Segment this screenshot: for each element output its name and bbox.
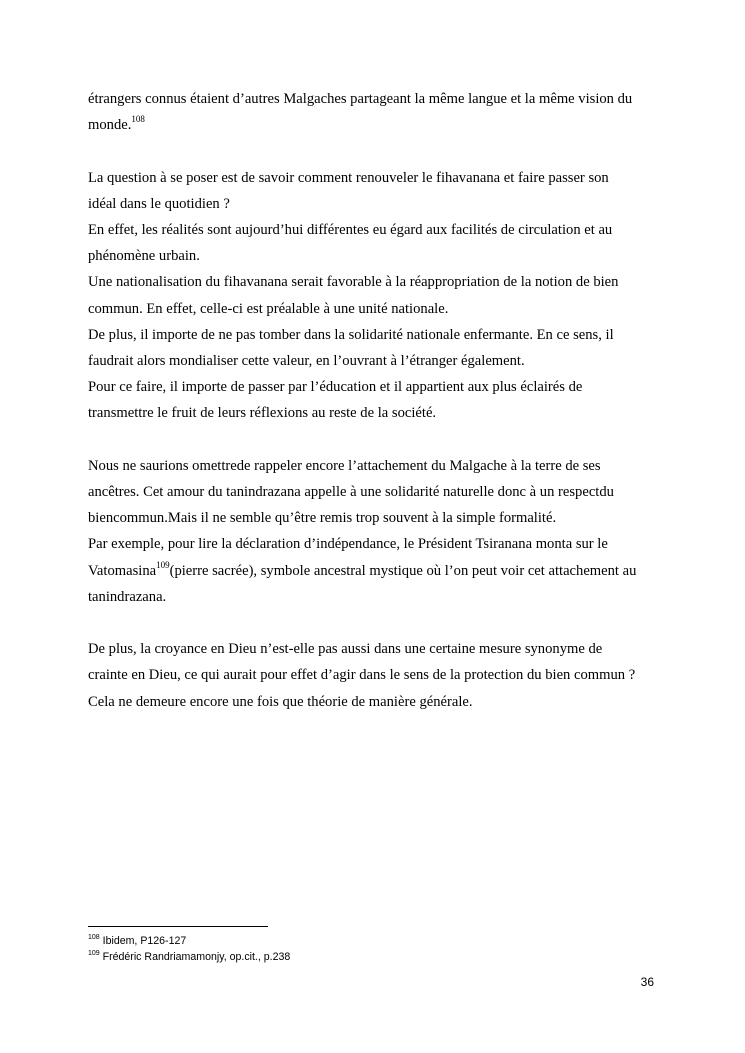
text-line: étrangers connus étaient d’autres Malgaches partageant la même langue et la même vision du xyxy=(88,91,633,107)
footnote-text: Frédéric Randriamamonjy, op.cit., p.238 xyxy=(99,951,291,963)
text-line: Une nationalisation du fihavanana serait favorable à la réappropriation de la notion de bien xyxy=(88,274,619,291)
text-line: idéal dans le quotidien ? xyxy=(88,195,230,212)
page-number: 36 xyxy=(640,975,654,989)
footnote-number: 108 xyxy=(88,934,100,942)
paragraph-1 xyxy=(88,86,668,138)
paragraph-3 xyxy=(88,453,668,610)
footnotes xyxy=(88,933,290,965)
text-line: Pour ce faire, il importe de passer par l’éducation et il appartient aux plus éclairés de xyxy=(88,379,583,396)
text-line: tanindrazana. xyxy=(88,588,167,605)
text-segment: monde. xyxy=(88,117,132,134)
text-line: De plus, la croyance en Dieu n’est-elle pas aussi dans une certaine mesure synonyme de xyxy=(88,641,603,658)
footnote-ref-109[interactable]: 109 xyxy=(156,559,170,570)
text-line: De plus, il importe de ne pas tomber dans la solidarité nationale enfermante. En ce sens, il xyxy=(88,326,614,343)
text-line: phénomène urbain. xyxy=(88,248,200,265)
text-line: En effet, les réalités sont aujourd’hui différentes eu égard aux facilités de circulation et au xyxy=(88,222,613,238)
text-line: Par exemple, pour lire la déclaration d’indépendance, le Président Tsiranana monta sur le xyxy=(88,536,608,553)
footnote-ref-108[interactable]: 108 xyxy=(131,114,145,125)
text-line: transmettre le fruit de leurs réflexions au reste de la société. xyxy=(88,405,437,422)
body-text xyxy=(88,86,668,715)
paragraph-4 xyxy=(88,636,668,715)
text-line: La question à se poser est de savoir comment renouveler le fihavanana et faire passer son xyxy=(88,169,609,186)
paragraph-gap xyxy=(88,427,668,453)
footnote-109 xyxy=(88,949,290,965)
footnote-number: 109 xyxy=(88,950,100,958)
text-segment: Vatomasina xyxy=(88,562,157,579)
text-line: commun. En effet, celle-ci est préalable à une unité nationale. xyxy=(88,300,449,317)
footnote-separator xyxy=(88,926,268,927)
text-line: Nous ne saurions omettrede rappeler encore l’attachement du Malgache à la terre de ses xyxy=(88,457,601,474)
text-line xyxy=(88,112,668,138)
paragraph-gap xyxy=(88,610,668,636)
text-line: ancêtres. Cet amour du tanindrazana appelle à une solidarité naturelle donc à un respectdu xyxy=(88,484,614,501)
text-segment: (pierre sacrée), symbole ancestral mystique où l’on peut voir cet attachement au xyxy=(169,562,637,579)
text-line: faudrait alors mondialiser cette valeur, en l’ouvrant à l’étranger également. xyxy=(88,353,525,370)
text-line: biencommun.Mais il ne semble qu’être remis trop souvent à la simple formalité. xyxy=(88,510,557,527)
paragraph-2 xyxy=(88,165,668,427)
footnote-108 xyxy=(88,933,290,949)
footnote-text: Ibidem, P126-127 xyxy=(99,935,187,947)
paragraph-gap xyxy=(88,138,668,164)
text-line: crainte en Dieu, ce qui aurait pour effet d’agir dans le sens de la protection du bien commun ? xyxy=(88,667,636,684)
text-line: Cela ne demeure encore une fois que théorie de manière générale. xyxy=(88,693,473,710)
text-line xyxy=(88,558,668,584)
